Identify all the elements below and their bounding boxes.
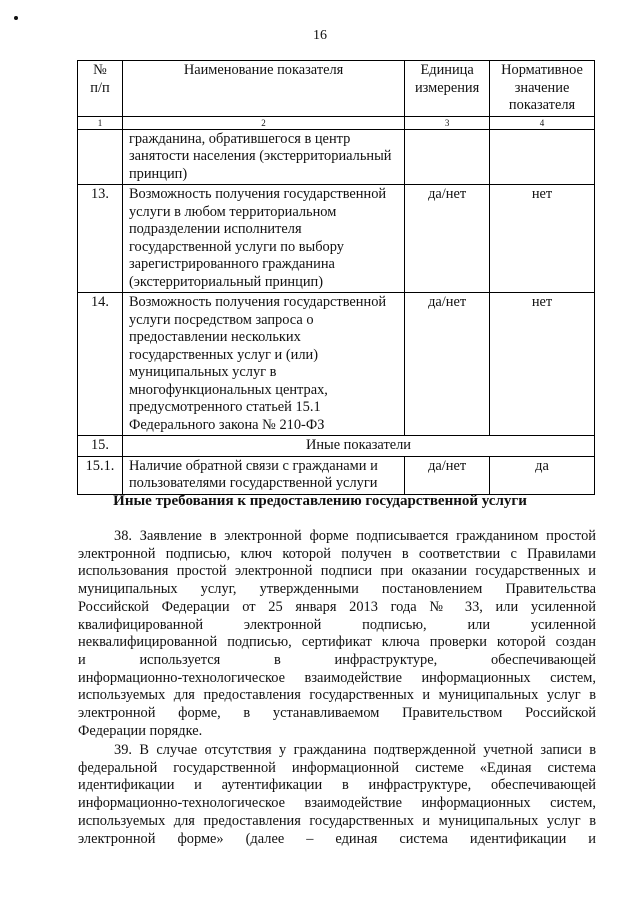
value-cell: нет [490,185,595,293]
row-number: 14. [78,293,123,436]
paragraph-39 [78,742,596,848]
paragraph-line: использования простой электронной подписи при оказании государственных и [78,563,596,580]
section-title: Иные показатели [122,436,594,457]
paragraph-line: квалифицированной электронной подписью, или усиленной [78,616,596,633]
paragraph-line: электронной форме» (далее – единая система идентификации и [78,830,596,847]
column-number: 2 [122,116,404,129]
row-number: 13. [78,185,123,293]
paragraph-line: электронной форме, в устанавливаемом Правительством Российской [78,705,596,722]
column-number-row [78,116,595,129]
table-row [78,293,595,436]
paragraph-line: 38. Заявление в электронной форме подписывается гражданином простой [114,528,596,544]
table-row [78,129,595,185]
column-number: 1 [78,116,123,129]
indicators-table [77,60,595,495]
paragraph-line: идентификации и аутентификации в инфраструктуре, обеспечивающей [78,777,596,794]
column-number: 3 [405,116,490,129]
paragraph-line: муниципальных услуг, утвержденными постановлением Правительства [78,581,596,598]
paragraph-line: информационно-технологическое взаимодействие информационных систем, [78,795,596,812]
paragraph-line: используемых для предоставления государственных и муниципальных услуг в [78,812,596,829]
section-heading: Иные требования к предоставлению государственной услуги [113,493,527,509]
paragraph-line: Федерации порядке. [78,722,203,739]
indicator-name: Возможность получения государственной услуги в любом территориальном подразделении исполнителя государственной услуги по выбору зарегистрированного гражданина (экстерриториальный принцип) [122,185,404,293]
paragraph-line: неквалифицированной подписью, сертификат ключа проверки которой создан [78,634,596,651]
value-cell: нет [490,293,595,436]
paragraph-line: федеральной государственной информационной системе «Единая система [78,759,596,776]
paragraph-38 [78,528,596,740]
table-header-row [78,61,595,117]
indicator-name: Возможность получения государственной услуги посредством запроса о предоставлении нескольких государственных услуг и (или) муниципальных услуг в многофункциональных центрах, предусмотренного статьей 15.1 Федерального закона № 210-ФЗ [122,293,404,436]
paragraph-line: 39. В случае отсутствия у гражданина подтвержденной учетной записи в [114,742,596,758]
paragraph-line: и используется в инфраструктуре, обеспечивающей [78,651,596,668]
table-section-row [78,436,595,457]
unit-cell [405,129,490,185]
paragraph-line: используемых для предоставления государственных и муниципальных услуг в [78,687,596,704]
unit-cell: да/нет [405,456,490,494]
header-cell-unit: Единица измерения [405,61,490,117]
paragraph-line: электронной подписью, ключ которой получен в соответствии с Правилами [78,545,596,562]
header-cell-name: Наименование показателя [122,61,404,117]
value-cell [490,129,595,185]
table-row [78,456,595,494]
paragraph-line: Российской Федерации от 25 января 2013 года № 33, или усиленной [78,598,596,615]
row-number: 15.1. [78,456,123,494]
row-number [78,129,123,185]
indicator-name: Наличие обратной связи с гражданами и пользователями государственной услуги [122,456,404,494]
indicator-name: гражданина, обратившегося в центр занятости населения (экстерриториальный принцип) [122,129,404,185]
value-cell: да [490,456,595,494]
table-row [78,185,595,293]
unit-cell: да/нет [405,293,490,436]
row-number: 15. [78,436,123,457]
paragraph-line: информационно-технологическое взаимодействие информационных систем, [78,669,596,686]
bullet-mark [14,16,18,20]
header-cell-value: Нормативное значение показателя [490,61,595,117]
page-number: 16 [313,28,327,43]
unit-cell: да/нет [405,185,490,293]
header-cell-number: № п/п [78,61,123,117]
column-number: 4 [490,116,595,129]
